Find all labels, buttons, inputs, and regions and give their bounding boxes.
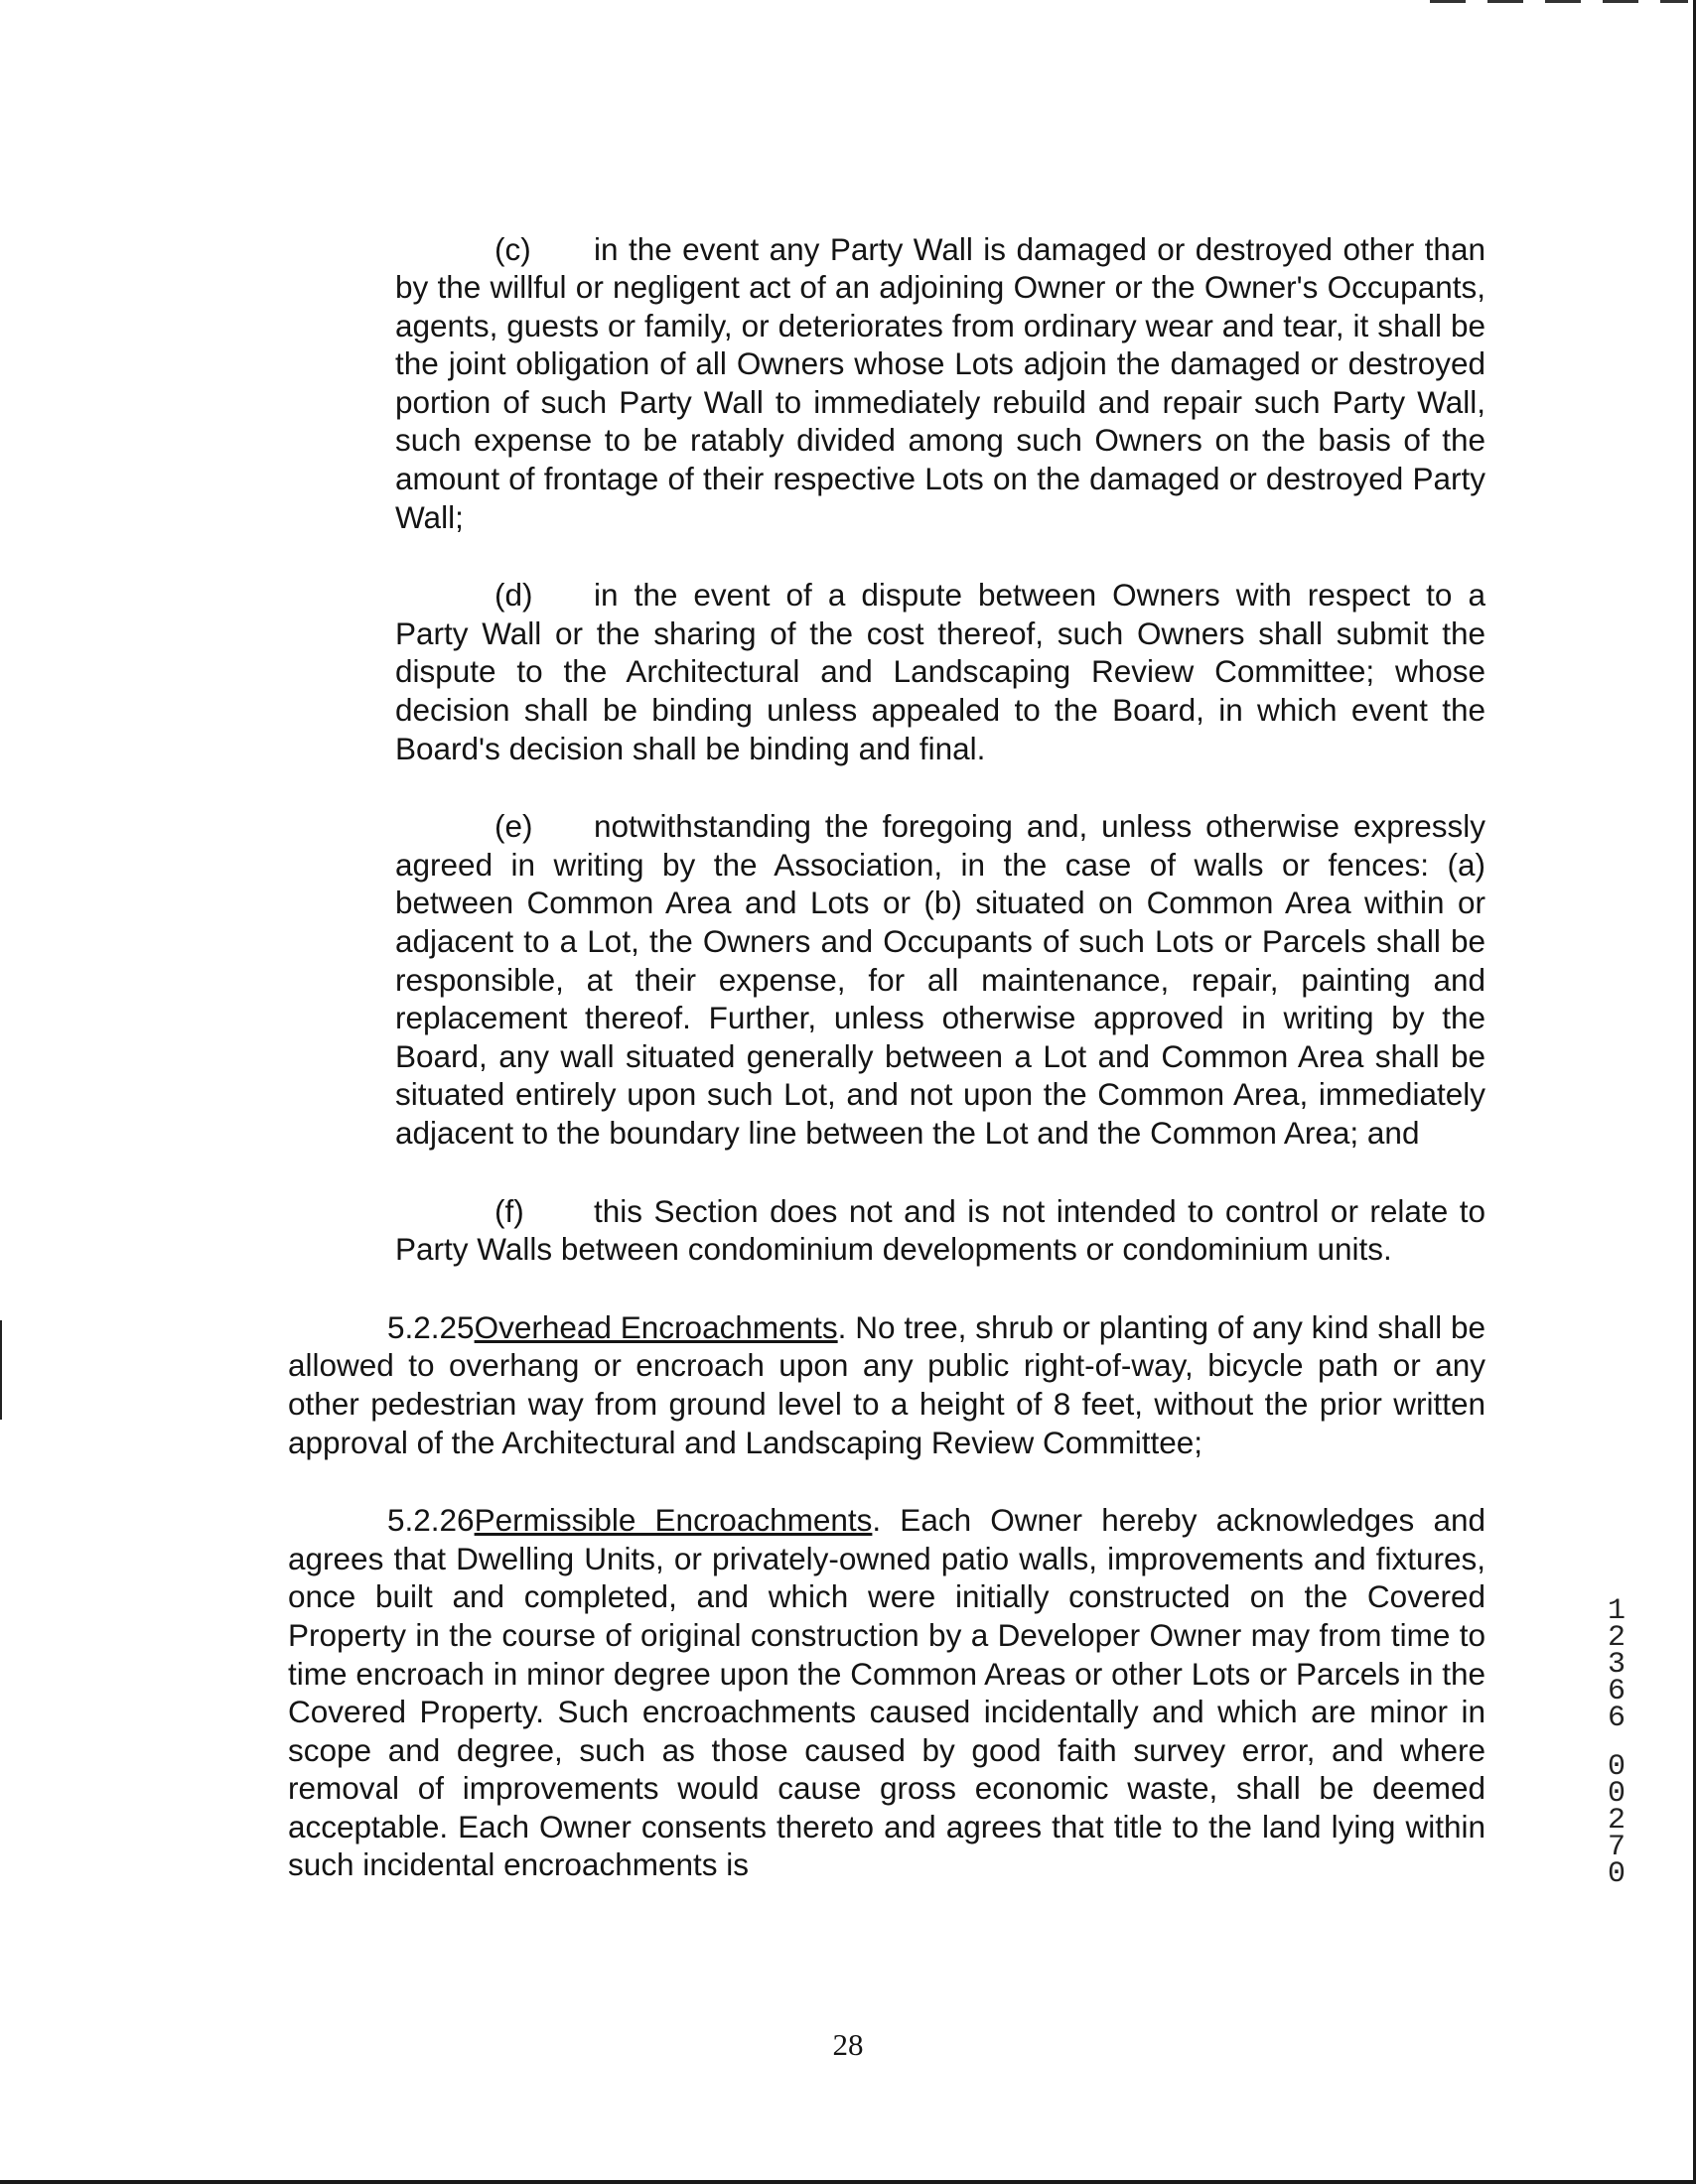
subparagraph-d	[395, 576, 1485, 767]
section-number: 5.2.25	[387, 1308, 475, 1345]
subparagraph-label: (f)	[495, 1192, 524, 1229]
section-5-2-26	[288, 1501, 1485, 1884]
subparagraph-text: notwithstanding the foregoing and, unless otherwise expressly agreed in writing by the Association, in the case of walls or fences: (a) between Common Area and Lots or (b) situated on Common Area within or adjacent to a Lot, the Owners and Occupants of such Lots or Parcels shall be responsible, at their expense, for all maintenance, repair, painting and replacement thereof. Further, unless otherwise approved in writing by the Board, any wall situated generally between a Lot and Common Area shall be situated entirely upon such Lot, and not upon the Common Area, immediately adjacent to the boundary line between the Lot and the Common Area; and	[395, 808, 1485, 1151]
section-title: Overhead Encroachments	[474, 1308, 838, 1345]
subparagraph-label: (d)	[495, 577, 533, 614]
stamp-digit: 2	[1607, 1621, 1625, 1655]
stamp-digit: 1	[1607, 1594, 1625, 1628]
stamp-digit: 0	[1607, 1857, 1625, 1891]
subparagraph-e	[395, 807, 1485, 1152]
subparagraph-c	[395, 230, 1485, 537]
stamp-digit: 6	[1607, 1675, 1625, 1708]
stamp-digit: 2	[1607, 1804, 1625, 1838]
subparagraph-label: (c)	[495, 230, 531, 267]
scan-edge-mark	[1430, 0, 1688, 3]
stamp-digit: 7	[1607, 1831, 1625, 1864]
stamp-digit: 6	[1607, 1702, 1625, 1735]
section-5-2-25	[288, 1308, 1485, 1461]
subparagraph-f	[395, 1192, 1485, 1269]
section-text: . No tree, shrub or planting of any kind shall be allowed to overhang or encroach upon any public right-of-way, bicycle path or any other pedestrian way from ground level to a height of 8 feet, without the prior written approval of the Architectural and Landscaping Review Committee;	[288, 1308, 1485, 1460]
scan-edge-mark	[0, 1320, 2, 1420]
subparagraph-text: in the event of a dispute between Owners with respect to a Party Wall or the sharing of the cost thereof, such Owners shall submit the dispute to the Architectural and Landscaping Review Committee; whose decision shall be binding unless appealed to the Board, in which event the Board's decision shall be binding and final.	[395, 577, 1485, 766]
document-number-stamp	[1597, 1594, 1636, 1891]
subparagraph-text: in the event any Party Wall is damaged or destroyed other than by the willful or negligent act of an adjoining Owner or the Owner's Occupants, agents, guests or family, or deteriorates from ordinary wear and tear, it shall be the joint obligation of all Owners whose Lots adjoin the damaged or destroyed portion of such Party Wall to immediately rebuild and repair such Party Wall, such expense to be ratably divided among such Owners on the basis of the amount of frontage of their respective Lots on the damaged or destroyed Party Wall;	[395, 230, 1485, 535]
section-number: 5.2.26	[387, 1502, 475, 1539]
page-number: 28	[832, 2027, 864, 2062]
section-text: . Each Owner hereby acknowledges and agrees that Dwelling Units, or privately-owned patio walls, improvements and fixtures, once built and completed, and which were initially constructed on the Covered Property in the course of original construction by a Developer Owner may from time to time encroach in minor degree upon the Common Areas or other Lots or Parcels in the Covered Property. Such encroachments caused incidentally and which are minor in scope and degree, such as those caused by good faith survey error, and where removal of improvements would cause gross economic waste, shall be deemed acceptable. Each Owner consents thereto and agrees that title to the land lying within such incidental encroachments is	[288, 1502, 1485, 1883]
stamp-digit: 0	[1607, 1777, 1625, 1811]
page-body	[288, 199, 1485, 1924]
subparagraph-label: (e)	[495, 808, 533, 845]
scan-edge-line	[0, 2180, 1696, 2184]
subparagraph-text: this Section does not and is not intended to control or relate to Party Walls between condominium developments or condominium units.	[395, 1192, 1485, 1268]
stamp-digit: 3	[1607, 1648, 1625, 1682]
section-title: Permissible Encroachments	[474, 1502, 873, 1539]
stamp-digit: 0	[1607, 1750, 1625, 1784]
